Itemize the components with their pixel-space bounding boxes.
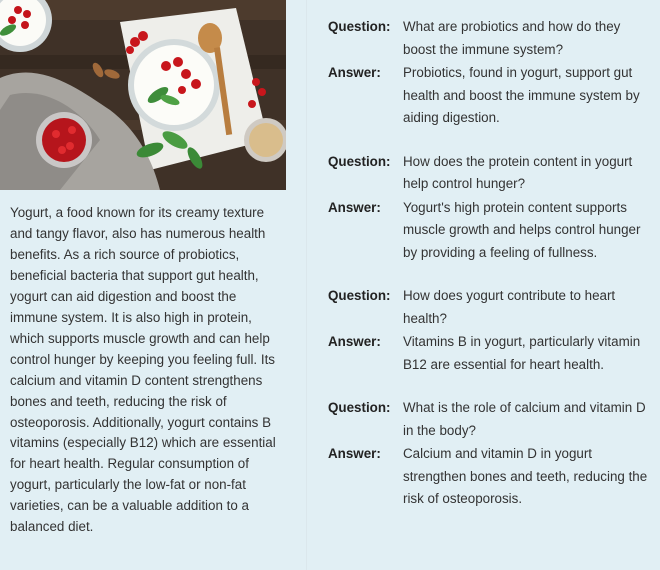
qa-question-row [306,16,660,61]
question-label: Question: [328,153,391,169]
qa-answer-row [306,443,660,511]
answer-label: Answer: [328,334,381,349]
article-paragraph: Yogurt, a food known for its creamy texture and tangy flavor, also has numerous health benefits. As a rich source of probiotics, beneficial bacteria that support gut health, yogurt can aid digestion and boost the immune system. It is also high in protein, which supports muscle growth and can help control hunger by keeping you feeling full. Its calcium and vitamin D content strengthens bones and teeth, reducing the risk of osteoporosis. Additionally, yogurt contains B vitamins (especially B12) which are essential for heart health. Regular consumption of yogurt, particularly the low-fat or non-fat varieties, can be a valuable addition to a balanced diet. [10,205,276,535]
yogurt-illustration [0,0,286,190]
qa-item [306,285,660,376]
answer-text: Probiotics, found in yogurt, support gut health and boost the immune system by aiding digestion. [403,65,640,125]
column-divider [306,0,307,570]
qa-answer-row [306,197,660,265]
question-label: Question: [328,288,391,303]
question-label: Question: [328,400,391,415]
question-label: Question: [328,19,391,34]
question-text: What is the role of calcium and vitamin D in the body? [403,400,646,438]
question-text: How does the protein content in yogurt help control hunger? [403,153,633,191]
qa-column [306,0,660,570]
answer-label: Answer: [328,199,381,215]
qa-question-row [306,397,660,442]
column-gutter [286,0,306,570]
qa-item [306,397,660,511]
qa-item [306,151,660,265]
qa-question-row [306,151,660,196]
answer-text: Calcium and vitamin D in yogurt strengthen bones and teeth, reducing the risk of osteoporosis. [403,446,648,506]
yogurt-photo [0,0,286,190]
question-text: What are probiotics and how do they boost the immune system? [403,19,621,57]
article-column [0,0,286,570]
question-text: How does yogurt contribute to heart health? [403,288,616,326]
qa-answer-row [306,331,660,376]
answer-label: Answer: [328,446,381,461]
answer-text: Yogurt's high protein content supports muscle growth and helps control hunger by providing a feeling of fullness. [403,199,641,260]
answer-text: Vitamins B in yogurt, particularly vitamin B12 are essential for heart health. [403,334,641,372]
qa-question-row [306,285,660,330]
answer-label: Answer: [328,65,381,80]
qa-answer-row [306,62,660,130]
qa-item [306,16,660,130]
